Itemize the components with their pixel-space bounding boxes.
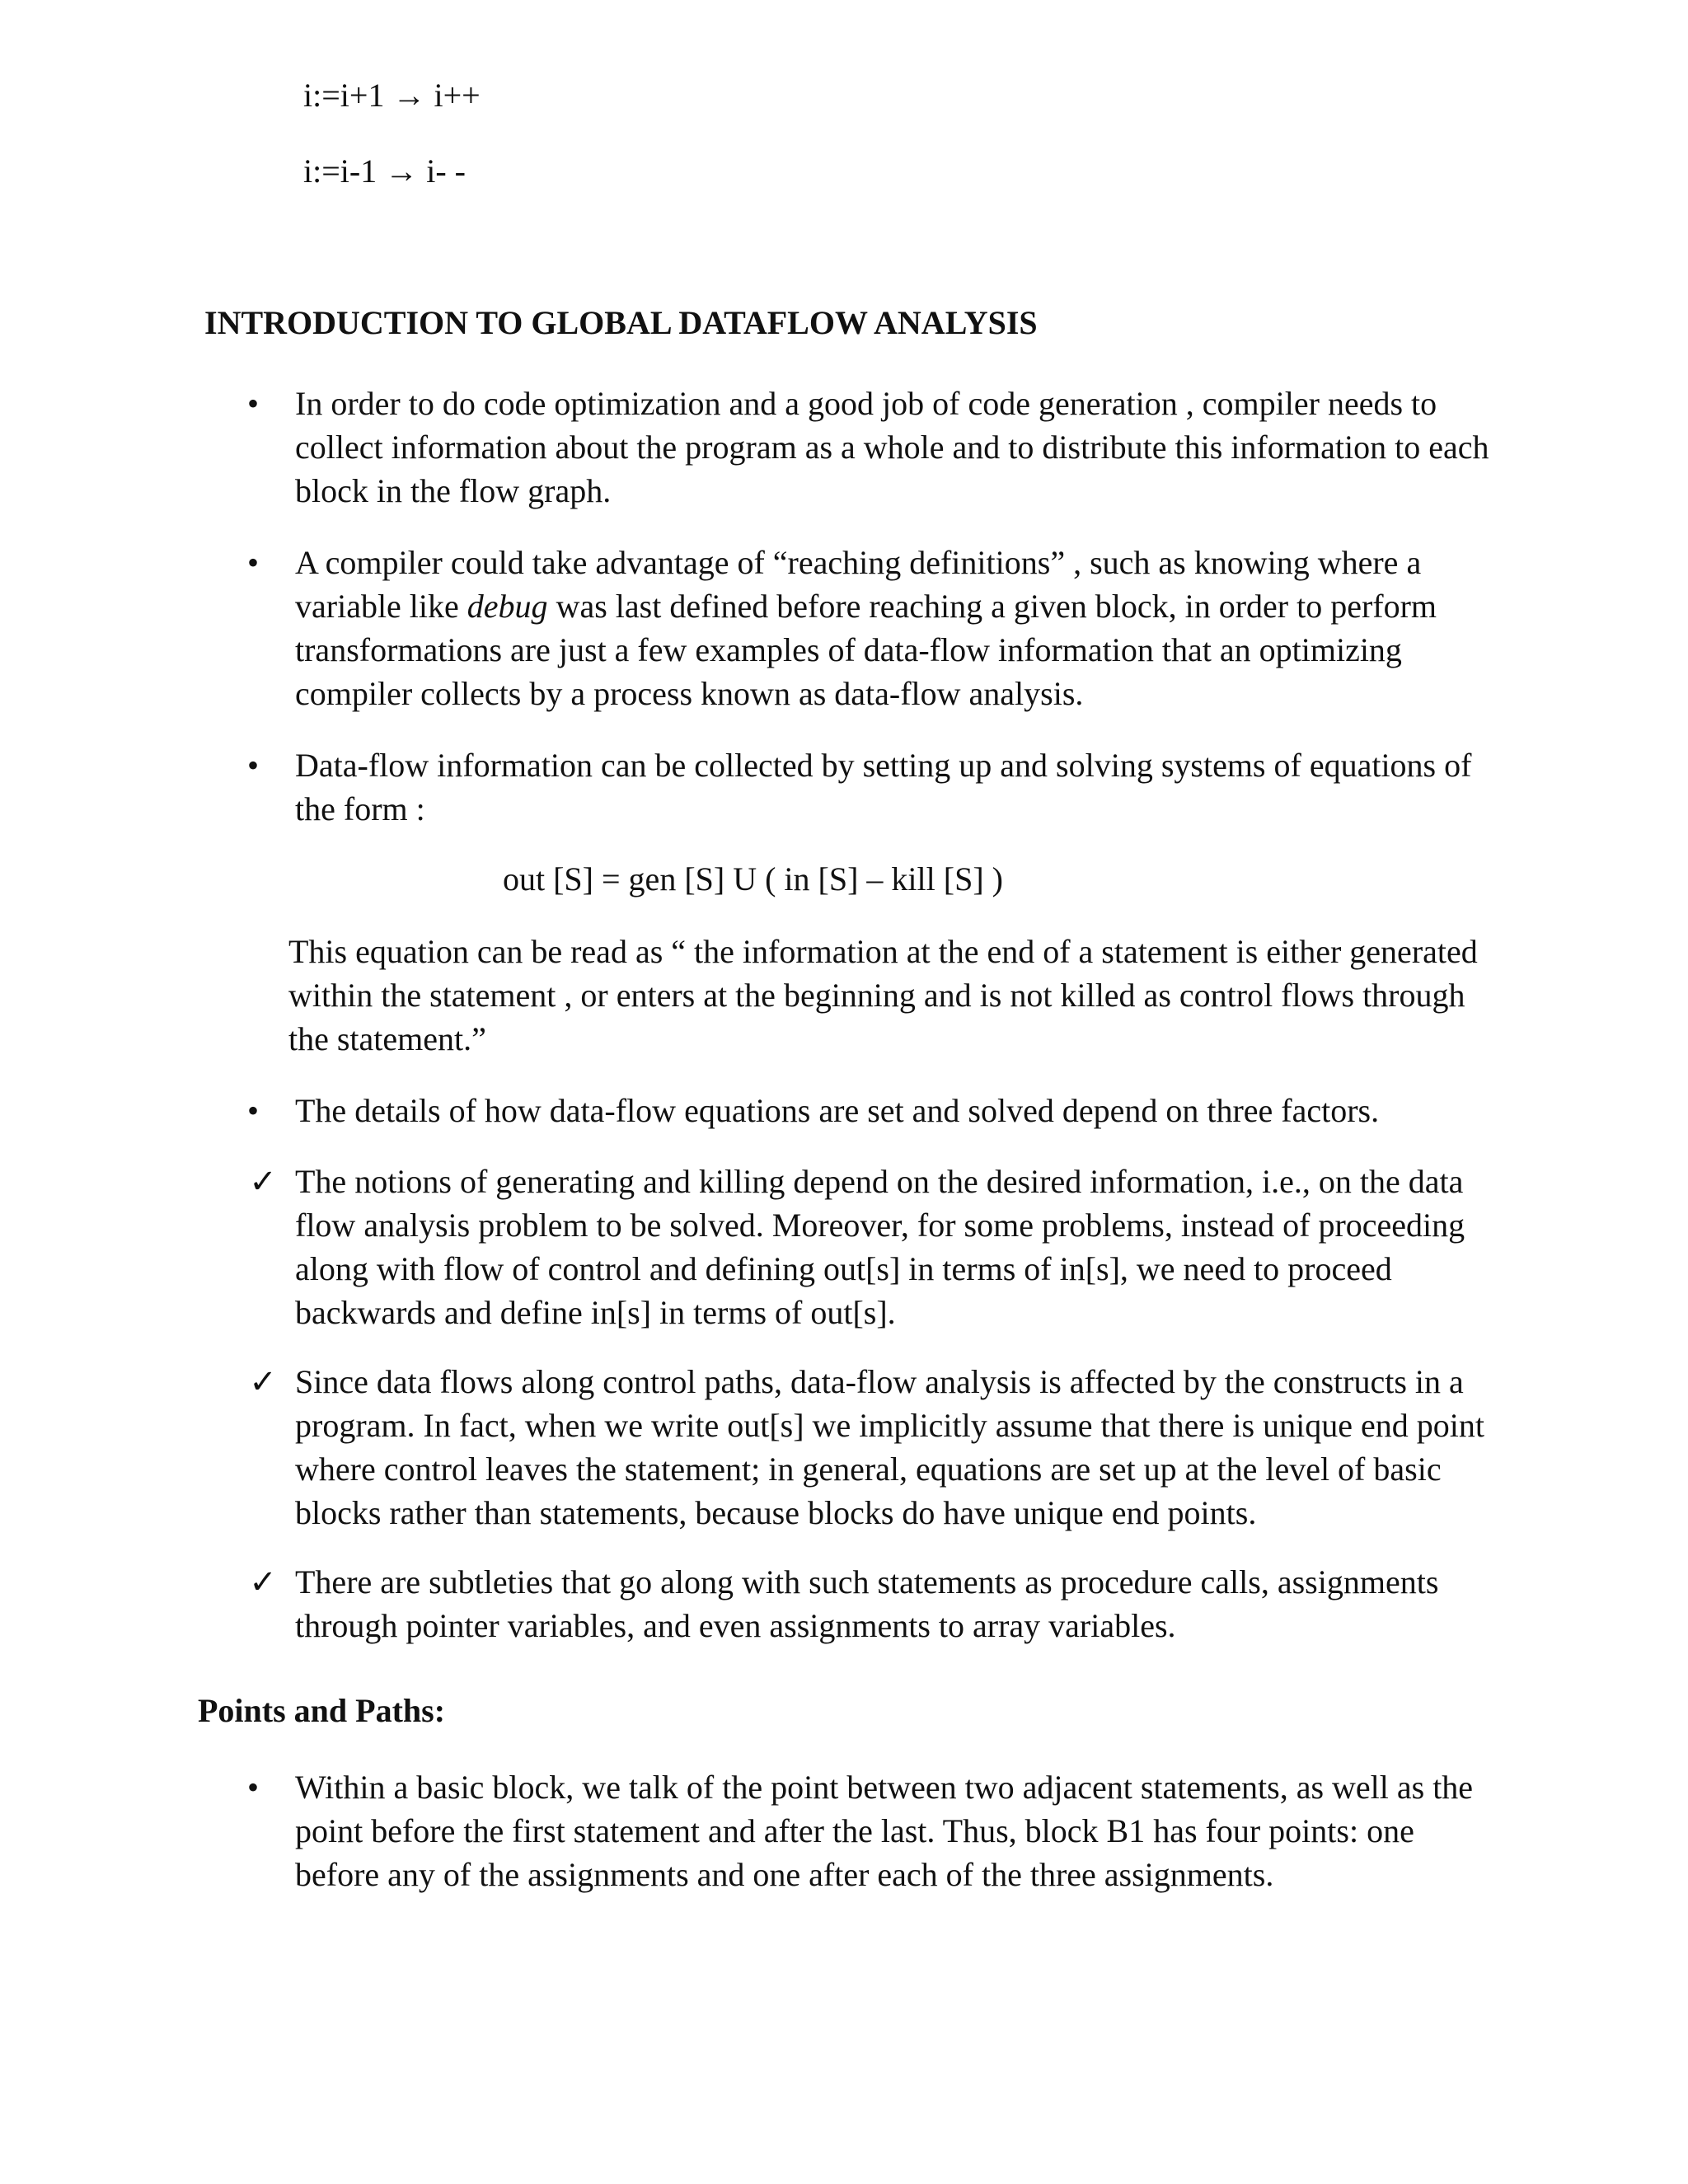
equation: out [S] = gen [S] U ( in [S] – kill [S] ) — [503, 860, 1003, 898]
paragraph-subtleties: There are subtleties that go along with such statements as procedure calls, assignments through pointer variables, and even assignments to array variables. — [295, 1563, 1439, 1644]
bullet-marker: • — [246, 1769, 259, 1806]
text-span: was last defined before reaching a given block, in order to perform transformations are just a few examples of data-flow information that an optimizing compiler collects by a process known as data-flow analysis. — [295, 588, 1437, 712]
bullet-marker: • — [246, 544, 259, 581]
paragraph-control-paths: Since data flows along control paths, data-flow analysis is affected by the constructs in a program. In fact, when we write out[s] we implicitly assume that there is unique end point where control leaves the statement; in general, equations are set up at the level of basic blocks rather than statements, because blocks do have unique end points. — [295, 1363, 1484, 1531]
code-line-decrement: i:=i-1 → i- - — [303, 152, 466, 190]
paragraph-dataflow-equations: Data-flow information can be collected by setting up and solving systems of equations of the form : — [295, 747, 1472, 827]
code-line-increment: i:=i+1 → i++ — [303, 77, 481, 114]
bullet-marker: • — [246, 385, 259, 422]
text-span: A compiler could take advantage of “reaching definitions” , such as knowing where a variable like — [295, 544, 1422, 625]
paragraph-equation-explanation: This equation can be read as “ the information at the end of a statement is either generated within the statement , or enters at the beginning and is not killed as control flows through the statement.” — [288, 933, 1478, 1057]
paragraph-code-optimization: In order to do code optimization and a good job of code generation , compiler needs to collect information about the program as a whole and to distribute this information to each block in the flow graph. — [295, 385, 1489, 509]
bullet-marker: • — [246, 1092, 259, 1129]
paragraph-basic-block-points: Within a basic block, we talk of the point between two adjacent statements, as well as the point before the first statement and after the last. Thus, block B1 has four points: one before any of the assignments and one after each of the three assignments. — [295, 1769, 1474, 1893]
paragraph-generating-killing: The notions of generating and killing depend on the desired information, i.e., on the data flow analysis problem to be solved. Moreover, for some problems, instead of proceeding along with flow of control and defining out[s] in terms of in[s], we need to proceed backwards and define in[s] in terms of out[s]. — [295, 1163, 1465, 1331]
check-marker: ✓ — [249, 1163, 277, 1200]
emphasis-debug: debug — [467, 588, 548, 625]
section-heading-dataflow: INTRODUCTION TO GLOBAL DATAFLOW ANALYSIS — [204, 304, 1038, 341]
section-heading-points-paths: Points and Paths: — [198, 1692, 446, 1729]
bullet-marker: • — [246, 747, 259, 784]
paragraph-reaching-definitions — [295, 541, 1498, 715]
paragraph-three-factors: The details of how data-flow equations are set and solved depend on three factors. — [295, 1092, 1380, 1129]
check-marker: ✓ — [249, 1363, 277, 1400]
check-marker: ✓ — [249, 1563, 277, 1601]
